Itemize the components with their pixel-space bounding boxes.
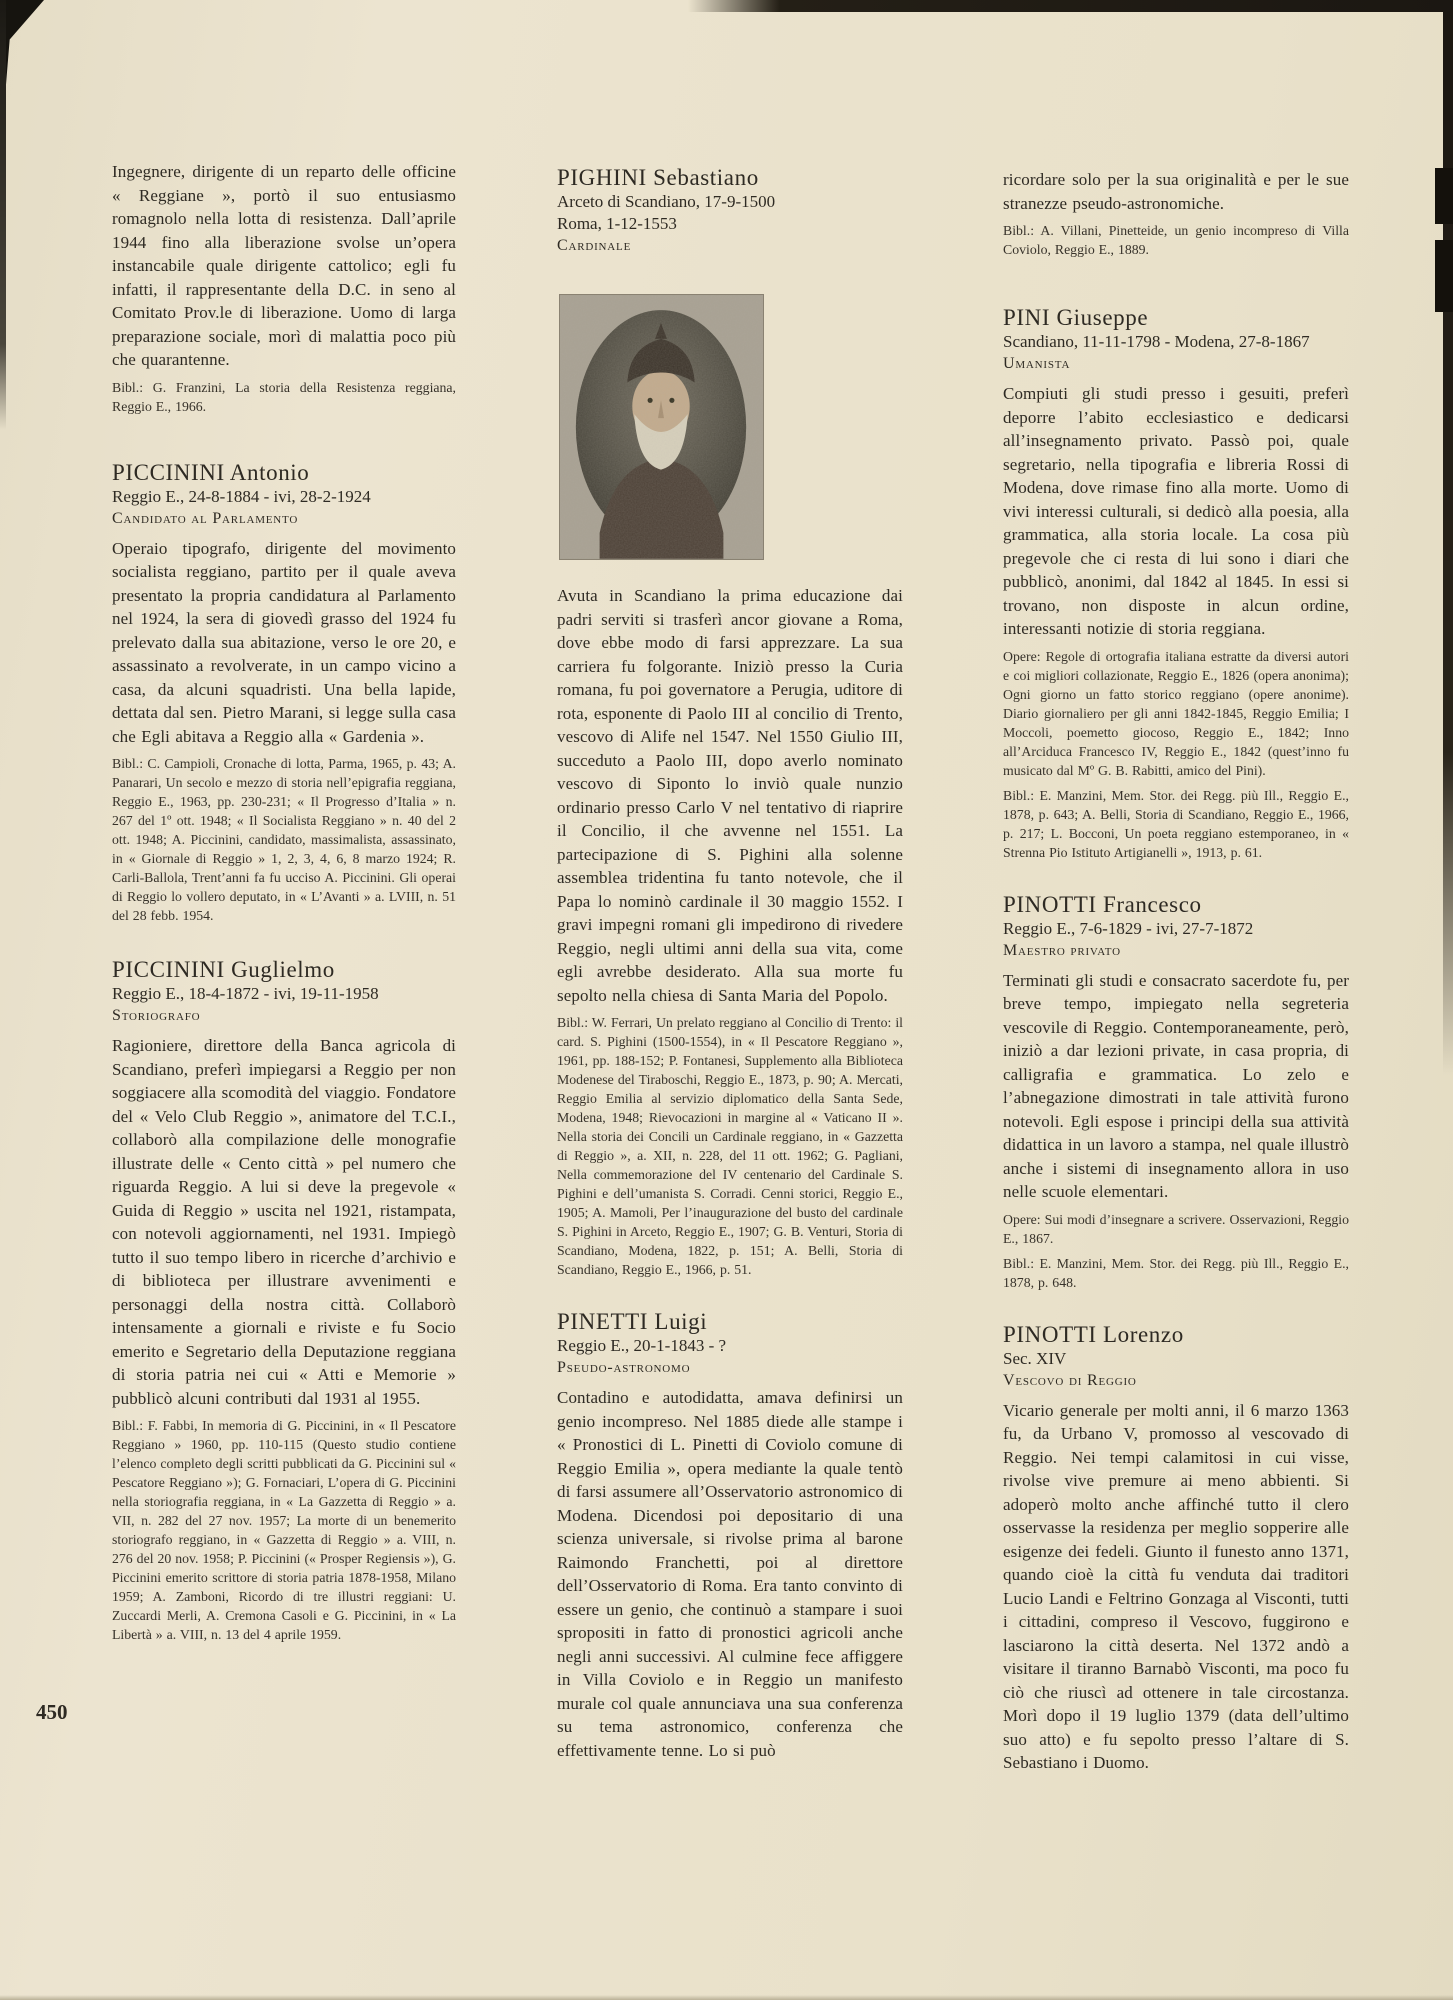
entry-body: Avuta in Scandiano la prima educazione dai padri serviti si trasferì ancor giovane a Roma, dove ebbe modo di farsi apprezzare. La sua carriera fu folgorante. Iniziò presso la Curia romana, fu poi governatore a Perugia, uditore di rota, esponente di Paolo III al concilio di Trento, vescovo di Alife nel 1547. Nel 1550 Giulio III, succeduto a Paolo III, dopo averlo nominato vescovo di Siponto lo inviò quale nunzio ordinario presso Carlo V nel tentativo di riaprire il Concilio, il che avvenne nel 1551. La partecipazione di S. Pighini alla solenne assemblea tridentina fu tanto notevole, che il Papa lo nominò cardinale il 30 maggio 1552. I gravi impegni romani gli impedirono di rivedere Reggio, negli ultimi anni della sua vita, come egli avrebbe desiderato. Alla sua morte fu sepolto nella chiesa di Santa Maria del Popolo. xyxy=(557,586,903,1005)
entry-role: Cardinale xyxy=(557,237,632,254)
page-number: 450 xyxy=(36,1700,68,1724)
entry-pinotti-lorenzo xyxy=(1003,1322,1349,1775)
entry-body: Operaio tipografo, dirigente del movimento socialista reggiano, partito per il quale aveva presentato la propria candidatura al Parlamento nel 1924, la sera di giovedì grasso del 1924 fu prelevato dalla sua abitazione, verso le ore 20, e assassinato a revolverate, in un campo vicino a casa, da alcuni squadristi. Una bella lapide, dettata dal sen. Pietro Marani, si legge sulla casa che Egli abitava a Reggio alla « Gardenia ». xyxy=(112,538,456,746)
entry-bibliography: Bibl.: E. Manzini, Mem. Stor. dei Regg. più Ill., Reggio E., 1878, p. 648. xyxy=(1003,1255,1349,1290)
entry-body: Contadino e autodidatta, amava definirsi un genio incompreso. Nel 1885 diede alle stampe i « Pronostici di L. Pinetti di Coviolo comune di Reggio Emilia », opera mediante la quale tentò di farsi assumere all’Osservatorio astronomico di Modena. Dicendosi poi depositario di una scienza universale, si rivolse prima al barone Raimondo Franchetti, poi al direttore dell’Osservatorio di Roma. Era tanto convinto di essere un genio, che continuò a stampare i suoi spropositi in fatto di pronostici agricoli anche negli anni successivi. Al culmine fece affiggere in Villa Coviolo e in Reggio un manifesto murale col quale annunciava una sua conferenza su tema astronomico, conferenza che effettivamente tenne. Lo si può xyxy=(557,1388,903,1760)
bibliography-pinetti: Bibl.: A. Villani, Pinetteide, un genio incompreso di Villa Coviolo, Reggio E., 1889. xyxy=(1003,223,1349,257)
portrait-photo-cardinal-pighini xyxy=(559,294,764,560)
portrait-grain xyxy=(560,295,763,558)
entry-name: PICCININI Antonio xyxy=(112,459,310,485)
scan-artifact-right-edge xyxy=(1443,0,1453,1075)
entry-dates: Sec. XIV xyxy=(1003,1348,1067,1368)
entry-body: Compiuti gli studi presso i gesuiti, preferì deporre l’abito ecclesiastico e dedicarsi all’insegnamento privato. Passò poi, quale segretario, nella tipografia e libreria Rossi di Modena, dove rimase fino alla morte. Uomo di vivi interessi culturali, si dedicò alla poesia, alla grammatica, alla storia locale. La cosa più pregevole che ci resta di lui sono i diari che pubblicò, anonimi, dal 1842 al 1845. In essi si trovano, non disposte in alcun ordine, interessanti notizie di storia reggiana. xyxy=(1003,384,1349,638)
bibliography-continuation: Bibl.: G. Franzini, La storia della Resistenza reggiana, Reggio E., 1966. xyxy=(112,379,456,414)
entry-piccinini-antonio xyxy=(112,460,456,926)
entry-pighini-sebastiano xyxy=(557,165,903,1279)
column-2 xyxy=(557,165,903,1762)
scan-artifact-right-block-2 xyxy=(1435,240,1453,312)
scan-artifact-top-left xyxy=(0,0,44,104)
entry-bibliography: Bibl.: F. Fabbi, In memoria di G. Piccinini, in « Il Pescatore Reggiano » 1960, pp. 110-115 (Questo studio contiene l’elenco completo degli scritti pubblicati da G. Piccinini sul « Pescatore Reggiano »); G. Fornaciari, L’opera di G. Piccinini nella storiografia reggiana, in « La Gazzetta di Reggio » a. VII, n. 282 del 27 nov. 1957; La morte di un benemerito storiografo reggiano, in « Gazzetta di Reggio » a. VIII, n. 276 del 20 nov. 1958; P. Piccinini (« Prosper Regiensis »), G. Piccinini emerito scrittore di storia patria 1878-1958, Milano 1959; A. Zamboni, Ricordo di tre illustri reggiani: U. Zuccardi Merli, A. Cremona Casoli e G. Piccinini, in « La Libertà » a. VIII, n. 13 del 4 aprile 1959. xyxy=(112,1418,456,1642)
entry-pini-giuseppe xyxy=(1003,305,1349,862)
entry-role: Vescovo di Reggio xyxy=(1003,1371,1137,1389)
entry-role: Pseudo-astronomo xyxy=(557,1359,691,1376)
scan-artifact-bottom-edge xyxy=(0,1995,1453,2000)
entry-dates: Reggio E., 24-8-1884 - ivi, 28-2-1924 xyxy=(112,486,371,506)
entry-body: Terminati gli studi e consacrato sacerdote fu, per breve tempo, impiegato nella segreteria vescovile di Reggio. Contemporaneamente, però, iniziò a dar lezioni private, in casa propria, di calligrafia e grammatica. Lo zelo e l’abnegazione dimostrati in tale attività furono notevoli. Egli espose i principi della sua attività didattica in un lavoro a stampa, nel quale illustrò anche i sistemi di insegnamento allora in uso nelle scuole elementari. xyxy=(1003,970,1349,1201)
entry-death: Roma, 1-12-1553 xyxy=(557,214,677,233)
entry-body: Vicario generale per molti anni, il 6 marzo 1363 fu, da Urbano V, promosso al vescovado di Reggio. Nei tempi calamitosi in cui visse, rivolse vive premure ai meno abbienti. Si adoperò molto anche affinché tutto il clero osservasse la residenza per meglio sopperire alle esigenze dei fedeli. Giunto il funesto anno 1371, quando cioè la città fu venduta dai traditori Lucio Landi e Feltrino Gonzaga al Visconti, tutti i cittadini, compreso il Vescovo, fuggirono e lasciarono la città deserta. Nel 1372 andò a visitare il tiranno Barnabò Visconti, ma poco fu ciò che riuscì ad ottenere in tale circostanza. Morì dopo il 19 luglio 1379 (data dell’ultimo suo atto) e fu sepolto presso l’altare di S. Sebastiano i Duomo. xyxy=(1003,1400,1349,1772)
entry-role: Candidato al Parlamento xyxy=(112,509,299,527)
entry-name: PIGHINI Sebastiano xyxy=(557,165,759,190)
entry-name: PINETTI Luigi xyxy=(557,1309,708,1334)
entry-piccinini-guglielmo xyxy=(112,957,456,1644)
entry-dates: Scandiano, 11-11-1798 - Modena, 27-8-1867 xyxy=(1003,332,1310,351)
column-1 xyxy=(112,160,456,1644)
entry-works: Opere: Sui modi d’insegnare a scrivere. Osservazioni, Reggio E., 1867. xyxy=(1003,1211,1349,1246)
entry-pinotti-francesco xyxy=(1003,892,1349,1292)
entry-bibliography: Bibl.: C. Campioli, Cronache di lotta, Parma, 1965, p. 43; A. Panarari, Un secolo e mezzo di storia nell’epigrafia reggiana, Reggio E., 1963, pp. 230-231; « Il Progresso d’Italia » n. 267 del 1º ott. 1948; « Il Socialista Reggiano » n. 40 del 2 ott. 1948; A. Piccinini, candidato, massimalista, assassinato, in « Giornale di Reggio » 1, 2, 3, 4, 6, 8 marzo 1924; R. Carli-Ballola, Trent’anni fa fu ucciso A. Piccinini. Gli operai di Reggio lo vollero deputato, in « L’Avanti » a. LVIII, n. 51 del 28 febb. 1954. xyxy=(112,756,456,923)
entry-name: PINI Giuseppe xyxy=(1003,305,1149,330)
entry-works: Opere: Regole di ortografia italiana estratte da diversi autori e coi migliori collazionate, Reggio E., 1826 (opera anonima); Ogni giorno un fatto storico reggiano (opere anonime). Diario giornaliero per gli anni 1842-1845, Reggio Emilia; I Moccoli, poemetto giocoso, Reggio E., 1842; Inno all’Arciduca Francesco IV, Reggio E., 1842 (quest’inno fu musicato dal Mº G. B. Rabitti, amico del Pini). xyxy=(1003,648,1349,778)
entry-role: Maestro privato xyxy=(1003,941,1121,959)
entry-birth: Arceto di Scandiano, 17-9-1500 xyxy=(557,192,776,211)
entry-name: PICCININI Guglielmo xyxy=(112,957,335,982)
entry-name: PINOTTI Francesco xyxy=(1003,891,1202,917)
column-3 xyxy=(1003,168,1349,1775)
scan-artifact-top-edge xyxy=(688,0,1453,12)
entry-body: Ragioniere, direttore della Banca agricola di Scandiano, preferì impiegarsi a Reggio per non soggiacere alla scomodità del viaggio. Fondatore del « Velo Club Reggio », animatore del T.C.I., collaborò alla compilazione delle monografie illustrate delle « Cento città » pel numero che riguarda Reggio. A lui si deve la pregevole « Guida di Reggio » uscita nel 1921, ristampata, con notevoli aggiornamenti, nel 1931. Impiegò tutto il suo tempo libero in ricerche d’archivio e di biblioteca per illustrare avvenimenti e personaggi della nostra città. Collaborò intensamente a giornali e riviste e fu Socio emerito e Segretario della Deputazione reggiana di storia patria nei cui « Atti e Memorie » pubblicò alcuni contributi dal 1931 al 1955. xyxy=(112,1036,456,1408)
entry-role: Storiografo xyxy=(112,1007,201,1024)
scan-artifact-left-edge xyxy=(0,0,6,430)
entry-name: PINOTTI Lorenzo xyxy=(1003,1321,1184,1347)
entry-bibliography: Bibl.: W. Ferrari, Un prelato reggiano al Concilio di Trento: il card. S. Pighini (1500-1554), in « Il Pescatore Reggiano », 1961, pp. 188-152; P. Fontanesi, Supplemento alla Biblioteca Modenese del Tiraboschi, Reggio E., 1873, p. 90; A. Mercati, Reggio Emilia al servizio diplomatico della Santa Sede, Modena, 1948; Rievocazioni in margine al « Vaticano II ». Nella storia dei Concili un Cardinale reggiano, in « Gazzetta di Reggio », a. XII, n. 228, del 11 ott. 1962; G. Pagliani, Nella commemorazione del IV centenario del Cardinale S. Pighini e dell’umanista S. Corradi. Cenni storici, Reggio E., 1905; A. Mamoli, Per l’inaugurazione del busto del cardinale S. Pighini in Arceto, Reggio E., 1907; G. B. Venturi, Storia di Scandiano, Modena, 1822, p. 151; A. Belli, Storia di Scandiano, Reggio E., 1966, p. 51. xyxy=(557,1015,903,1277)
entry-dates: Reggio E., 18-4-1872 - ivi, 19-11-1958 xyxy=(112,984,379,1003)
entry-pinetti-continuation: ricordare solo per la sua originalità e per le sue stranezze pseudo-astronomiche. xyxy=(1003,170,1349,213)
entry-bibliography: Bibl.: E. Manzini, Mem. Stor. dei Regg. più Ill., Reggio E., 1878, p. 643; A. Belli, Storia di Scandiano, Reggio E., 1966, p. 217; L. Bocconi, Un poeta reggiano estemporaneo, in « Strenna Pio Istituto Artigianelli », 1913, p. 61. xyxy=(1003,787,1349,860)
entry-continuation-body: Ingegnere, dirigente di un reparto delle officine « Reggiane », portò il suo entusiasmo romagnolo nella lotta di resistenza. Dall’aprile 1944 fino alla liberazione svolse un’opera instancabile quale dirigente cattolico; egli fu infatti, il rappresentante della D.C. in seno al Comitato Prov.le di liberazione. Uomo di larga preparazione sociale, morì di malattia poco più che quarantenne. xyxy=(112,162,456,369)
entry-dates: Reggio E., 20-1-1843 - ? xyxy=(557,1336,727,1355)
entry-dates: Reggio E., 7-6-1829 - ivi, 27-7-1872 xyxy=(1003,918,1254,938)
entry-pinetti-luigi xyxy=(557,1309,903,1762)
scan-artifact-right-block-1 xyxy=(1435,168,1453,224)
entry-role: Umanista xyxy=(1003,355,1071,372)
